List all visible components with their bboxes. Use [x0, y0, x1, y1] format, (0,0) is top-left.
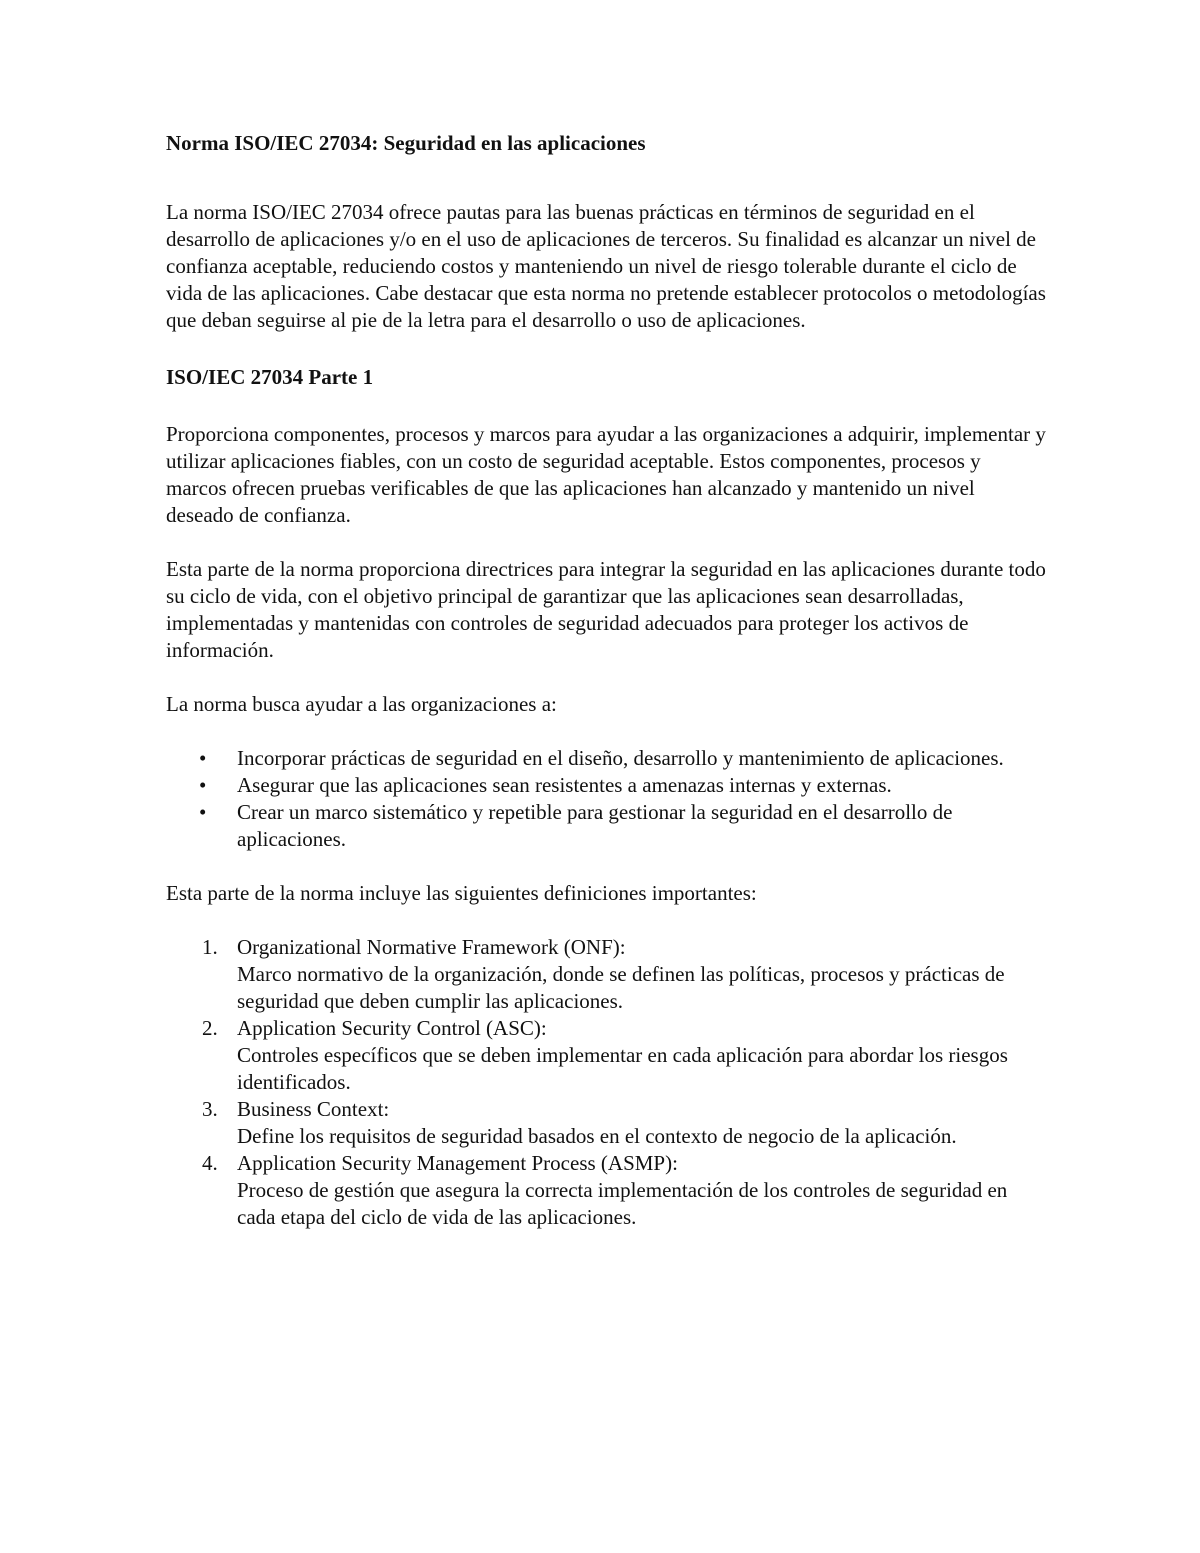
definition-term: Business Context:	[237, 1097, 390, 1121]
definition-description: Marco normativo de la organización, donde se definen las políticas, procesos y prácticas de seguridad que deben cumplir las aplicaciones.	[237, 962, 1005, 1013]
bullet-icon: •	[199, 746, 207, 770]
definition-number: 3.	[202, 1097, 218, 1121]
definition-description: Define los requisitos de seguridad basados en el contexto de negocio de la aplicación.	[237, 1124, 957, 1148]
list-item	[166, 745, 1046, 772]
list-item	[166, 772, 1046, 799]
definition-item	[166, 1150, 1046, 1231]
part1-paragraph-2: Esta parte de la norma proporciona directrices para integrar la seguridad en las aplicaciones durante todo su ciclo de vida, con el objetivo principal de garantizar que las aplicaciones sean desarrolladas, implementadas y mantenidas con controles de seguridad adecuados para proteger los activos de información.	[166, 557, 1046, 662]
definitions-intro: Esta parte de la norma incluye las siguientes definiciones importantes:	[166, 881, 757, 905]
list-item-text: Asegurar que las aplicaciones sean resistentes a amenazas internas y externas.	[237, 773, 892, 797]
part1-heading: ISO/IEC 27034 Parte 1	[166, 365, 374, 389]
document-title: Norma ISO/IEC 27034: Seguridad en las aplicaciones	[166, 131, 646, 155]
definition-number: 2.	[202, 1016, 218, 1040]
definition-number: 1.	[202, 935, 218, 959]
definition-description: Controles específicos que se deben implementar en cada aplicación para abordar los riesgos identificados.	[237, 1043, 1008, 1094]
objectives-list	[166, 745, 1046, 853]
definitions-list	[166, 934, 1046, 1231]
definition-item	[166, 1015, 1046, 1096]
definition-description: Proceso de gestión que asegura la correcta implementación de los controles de seguridad en cada etapa del ciclo de vida de las aplicaciones.	[237, 1178, 1008, 1229]
list-item-text: Crear un marco sistemático y repetible para gestionar la seguridad en el desarrollo de aplicaciones.	[237, 800, 953, 851]
bullet-icon: •	[199, 773, 207, 797]
list-item-text: Incorporar prácticas de seguridad en el diseño, desarrollo y mantenimiento de aplicaciones.	[237, 746, 1004, 770]
list-item	[166, 799, 1046, 853]
bullet-icon: •	[199, 800, 207, 824]
objectives-intro: La norma busca ayudar a las organizaciones a:	[166, 692, 557, 716]
intro-paragraph: La norma ISO/IEC 27034 ofrece pautas para las buenas prácticas en términos de seguridad en el desarrollo de aplicaciones y/o en el uso de aplicaciones de terceros. Su finalidad es alcanzar un nivel de confianza aceptable, reduciendo costos y manteniendo un nivel de riesgo tolerable durante el ciclo de vida de las aplicaciones. Cabe destacar que esta norma no pretende establecer protocolos o metodologías que deban seguirse al pie de la letra para el desarrollo o uso de aplicaciones.	[166, 200, 1046, 332]
definition-item	[166, 1096, 1046, 1150]
definition-term: Application Security Control (ASC):	[237, 1016, 547, 1040]
part1-paragraph-1: Proporciona componentes, procesos y marcos para ayudar a las organizaciones a adquirir, implementar y utilizar aplicaciones fiables, con un costo de seguridad aceptable. Estos componentes, procesos y marcos ofrecen pruebas verificables de que las aplicaciones han alcanzado y mantenido un nivel deseado de confianza.	[166, 422, 1046, 527]
definition-term: Application Security Management Process (ASMP):	[237, 1151, 678, 1175]
definition-item	[166, 934, 1046, 1015]
definition-term: Organizational Normative Framework (ONF):	[237, 935, 626, 959]
definition-number: 4.	[202, 1151, 218, 1175]
document-page	[166, 130, 1046, 1231]
